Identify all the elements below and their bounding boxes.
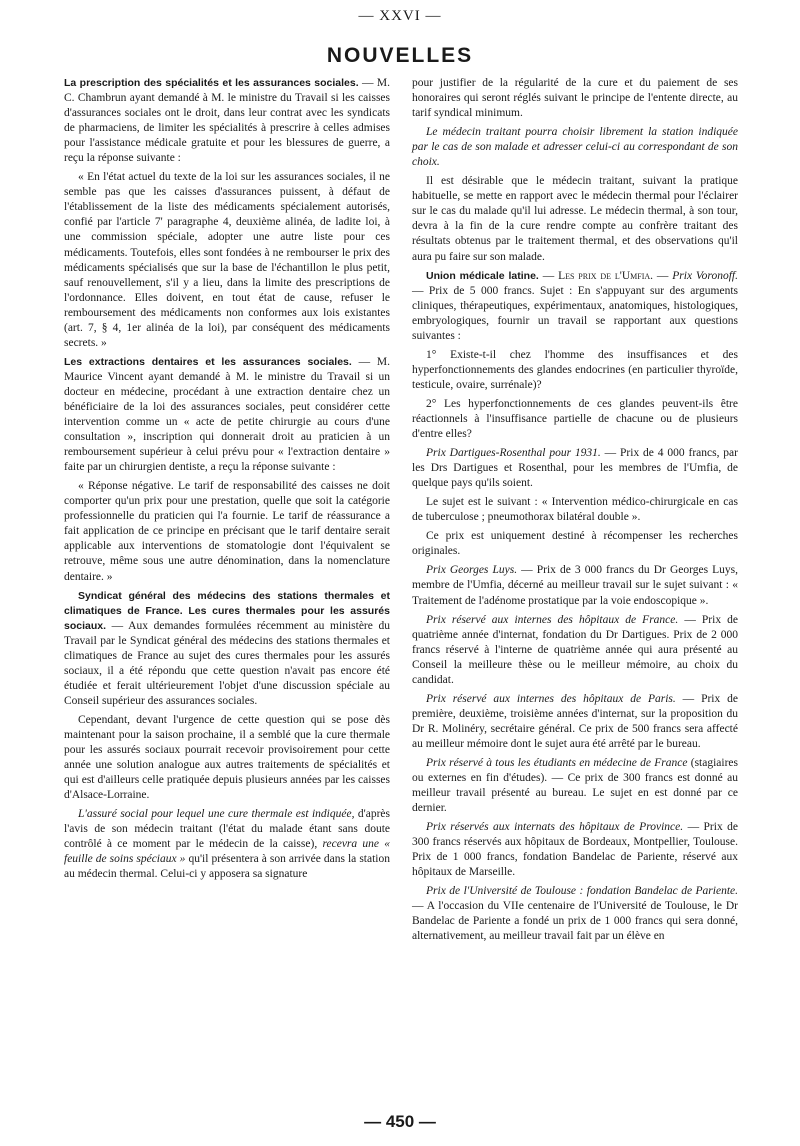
right-column	[412, 76, 738, 949]
text: — Prix de 300 francs réservés aux hôpitaux de Bordeaux, Montpellier, Toulouse. Prix de 1 000 francs, fondation Bandelac de Pariente, réservé aux hôpitaux de Marseille.	[412, 821, 738, 879]
article-heading: La prescription des spécialités et les assurances sociales.	[64, 77, 359, 89]
article-extractions	[64, 355, 390, 475]
text: — Prix de 5 000 francs. Sujet : En s'appuyant sur des arguments cliniques, thérapeutiques, expérimentaux, anatomiques, histologiques, embryologiques, fournir un travail se rapportant aux questions suivantes :	[412, 284, 738, 342]
roman-page-number: — XXVI —	[358, 8, 442, 24]
italic-text: L'assuré social pour lequel une cure thermale est indiquée,	[78, 808, 355, 821]
paragraph: pour justifier de la régularité de la cure et du paiement de ses honoraires qui seront réglés suivant le principe de l'entente directe, au tarif syndical minimum.	[412, 77, 738, 120]
article-quote: « En l'état actuel du texte de la loi sur les assurances sociales, il ne semble pas que les caisses d'assurances puissent, à défaut de l'établissement de la liste des médicaments spécialement autorisés, confié par l'article 7' paragraphe 4, deuxième alinéa, de ladite loi, à une commission spéciale, adopter une autre liste pour ces médicaments. Toutefois, elles sont fondées à ne rembourser le prix des médicaments spécialisés que sur la base de l'échantillon le plus petit, sauf renouvellement, s'il y a lieu, dans la limite des prescriptions de l'ordonnance. Elles doivent, en tout état de cause, refuser le remboursement des médicaments non conformes aux lois existantes (art. 7, § 4, 1er alinéa de la loi), par conséquent des médicaments secrets. »	[64, 171, 390, 349]
left-column	[64, 76, 390, 886]
text: d'après l'avis de son médecin traitant (l'état du malade étant sans doute contrôlé à ce moment par le médecin de la caisse),	[64, 808, 390, 851]
text: — Prix de quatrième année d'internat, fondation du Dr Dartigues. Prix de 2 000 francs réservé à l'interne de quatrième année qui aura présenté au Conseil la meilleure thèse ou le meilleur mémoire, au choix du candidat.	[412, 613, 739, 686]
prize-toulouse	[412, 884, 738, 944]
section-title: NOUVELLES	[326, 44, 474, 67]
article-text: — M. C. Chambrun ayant demandé à M. le ministre du Travail si les caisses d'assurances sociales ont le droit, dans leur contrat avec les syndicats de pharmaciens, de limiter les spécialités à prescrire à celles admises pour l'assistance médicale gratuite et pour les blessures de guerre, a reçu la réponse suivante :	[64, 77, 391, 165]
text: — Prix de première, deuxième, troisième années d'internat, sur la proposition du Dr R. Molinéry, secrétaire général. Ce prix de 500 francs sera affecté au meilleur mémoire dont le sujet aura été arrêté par le bureau.	[412, 692, 738, 750]
article-syndicat	[64, 589, 390, 709]
paragraph	[64, 807, 390, 882]
prize-name: Prix Georges Luys.	[426, 564, 518, 577]
prize-luys	[412, 563, 738, 608]
prize-etudiants	[412, 756, 738, 816]
text: — A l'occasion du VIIe centenaire de l'Université de Toulouse, le Dr Bandelac de Pariente a fondé un prix de 1 000 francs qui sera donné, alternativement, au meilleur travail fait par un élève en	[412, 900, 738, 943]
paragraph: Le sujet est le suivant : « Intervention médico-chirurgicale en cas de tuberculose ; pneumothorax bilatéral double ».	[412, 496, 738, 524]
prize-dartigues	[412, 446, 738, 491]
prize-province	[412, 820, 738, 880]
text: — Prix de 3 000 francs du Dr Georges Luys, membre de l'Umfia, décerné au meilleur travail sur le sujet suivant : « Traitement de l'adénome prostatique par la voie endoscopique ».	[412, 564, 738, 607]
text: qu'il présentera à son arrivée dans la station au médecin thermal. Celui-ci y apposera sa signature	[64, 853, 390, 881]
prize-name: Prix Dartigues-Rosenthal pour 1931.	[426, 447, 601, 460]
question-1: 1° Existe-t-il chez l'homme des insuffisances et des hyperfonctionnements des glandes endocrines (en particulier thyroïde, testicule, ovaire, surrénale)?	[412, 348, 738, 391]
article-text: — Aux demandes formulées récemment au ministère du Travail par le Syndicat général des médecins des stations thermales et climatiques de France au sujet des cures thermales pour les assurés sociaux, il a été répondu que cette question n'avait pas encore été étudiée et ferait ultérieurement l'objet d'une discussion spéciale au Conseil supérieur des assurances sociales.	[64, 619, 390, 707]
prize-internes-france	[412, 613, 738, 688]
prize-internes-paris	[412, 692, 738, 752]
prize-name: Prix réservé aux internes des hôpitaux de Paris.	[426, 692, 676, 705]
page-number: — 450 —	[364, 1112, 436, 1131]
article-heading: Les extractions dentaires et les assurances sociales.	[64, 355, 352, 368]
italic-text: recevra une « feuille de soins spéciaux »	[64, 838, 391, 866]
subheading: — Les prix de l'Umfia. —	[538, 269, 673, 282]
article-heading: Syndicat général des médecins des stations thermales et climatiques de France. Les cures thermales pour les assurés sociaux.	[64, 589, 390, 632]
prize-name: Prix réservés aux internats des hôpitaux de Province.	[426, 821, 684, 834]
paragraph: Ce prix est uniquement destiné à récompenser les recherches originales.	[412, 530, 738, 558]
prize-name: Prix réservé aux internes des hôpitaux de France.	[426, 613, 679, 626]
article-specialites	[64, 76, 390, 166]
question-2: 2° Les hyperfonctionnements de ces glandes peuvent-ils être réactionnels à l'insuffisance partielle de chacune ou de plusieurs d'entre elles?	[412, 397, 738, 441]
article-union-medicale	[412, 269, 738, 344]
article-quote: « Réponse négative. Le tarif de responsabilité des caisses ne doit comporter qu'un prix pour une prestation, quelle que soit la catégorie professionnelle du praticien qui l'a fournie. Le tarif de réassurance a fait application de ce principe en précisant que le tarif dentaire serait applicable aux interventions de stomatologie dont l'équivalent se retrouve, même sous une autre dénomination, dans la nomenclature dentaire. »	[64, 480, 390, 583]
italic-paragraph: Le médecin traitant pourra choisir librement la station indiquée par le cas de son malade et adresser celui-ci au correspondant de son choix.	[412, 126, 738, 169]
prize-name: Prix de l'Université de Toulouse : fondation Bandelac de Pariente.	[426, 885, 738, 898]
paragraph: Cependant, devant l'urgence de cette question qui se pose dès maintenant pour la saison prochaine, il a semblé que la cure thermale pour les assurés sociaux pourrait recevoir provisoirement pour cette année une solution analogue aux autres traitements de spécialités et qui est d'ailleurs celle pratiquée depuis plusieurs années par les caisses d'Alsace-Lorraine.	[64, 713, 390, 802]
article-heading: Union médicale latine.	[426, 269, 539, 282]
article-text: — M. Maurice Vincent ayant demandé à M. le ministre du Travail si un docteur en médecine, procédant à une extraction dentaire chez un bénéficiaire de la loi des assurances sociales, peut considérer cette intervention comme un « acte de petite chirurgie au cours d'une consultation », inscription qui donnerait droit au praticien à un remboursement supérieur à celui prévu pour « l'extraction dentaire » faite par un chirurgien dentiste, a reçu la réponse suivante :	[64, 355, 390, 474]
paragraph: Il est désirable que le médecin traitant, suivant la pratique habituelle, se mette en rapport avec le médecin thermal pour l'éclairer sur le cas du malade qu'il lui adresse. Le médecin thermal, à son tour, devra à la fin de la cure rendre compte au confrère traitant des résultats obtenus par le traitement thermal, et des observations qu'il aura pu faire sur son malade.	[412, 175, 738, 263]
prize-name: Prix réservé à tous les étudiants en médecine de France	[426, 756, 688, 769]
text: — Prix de 4 000 francs, par les Drs Dartigues et Rosenthal, pour les membres de l'Umfia, de quelque pays qu'ils soient.	[412, 447, 738, 490]
prize-name: Prix Voronoff.	[672, 269, 738, 282]
text: (stagiaires ou externes en fin d'études). — Ce prix de 300 francs est donné au meilleur travail présenté au bureau. Le sujet en est donné par ce dernier.	[412, 756, 738, 815]
